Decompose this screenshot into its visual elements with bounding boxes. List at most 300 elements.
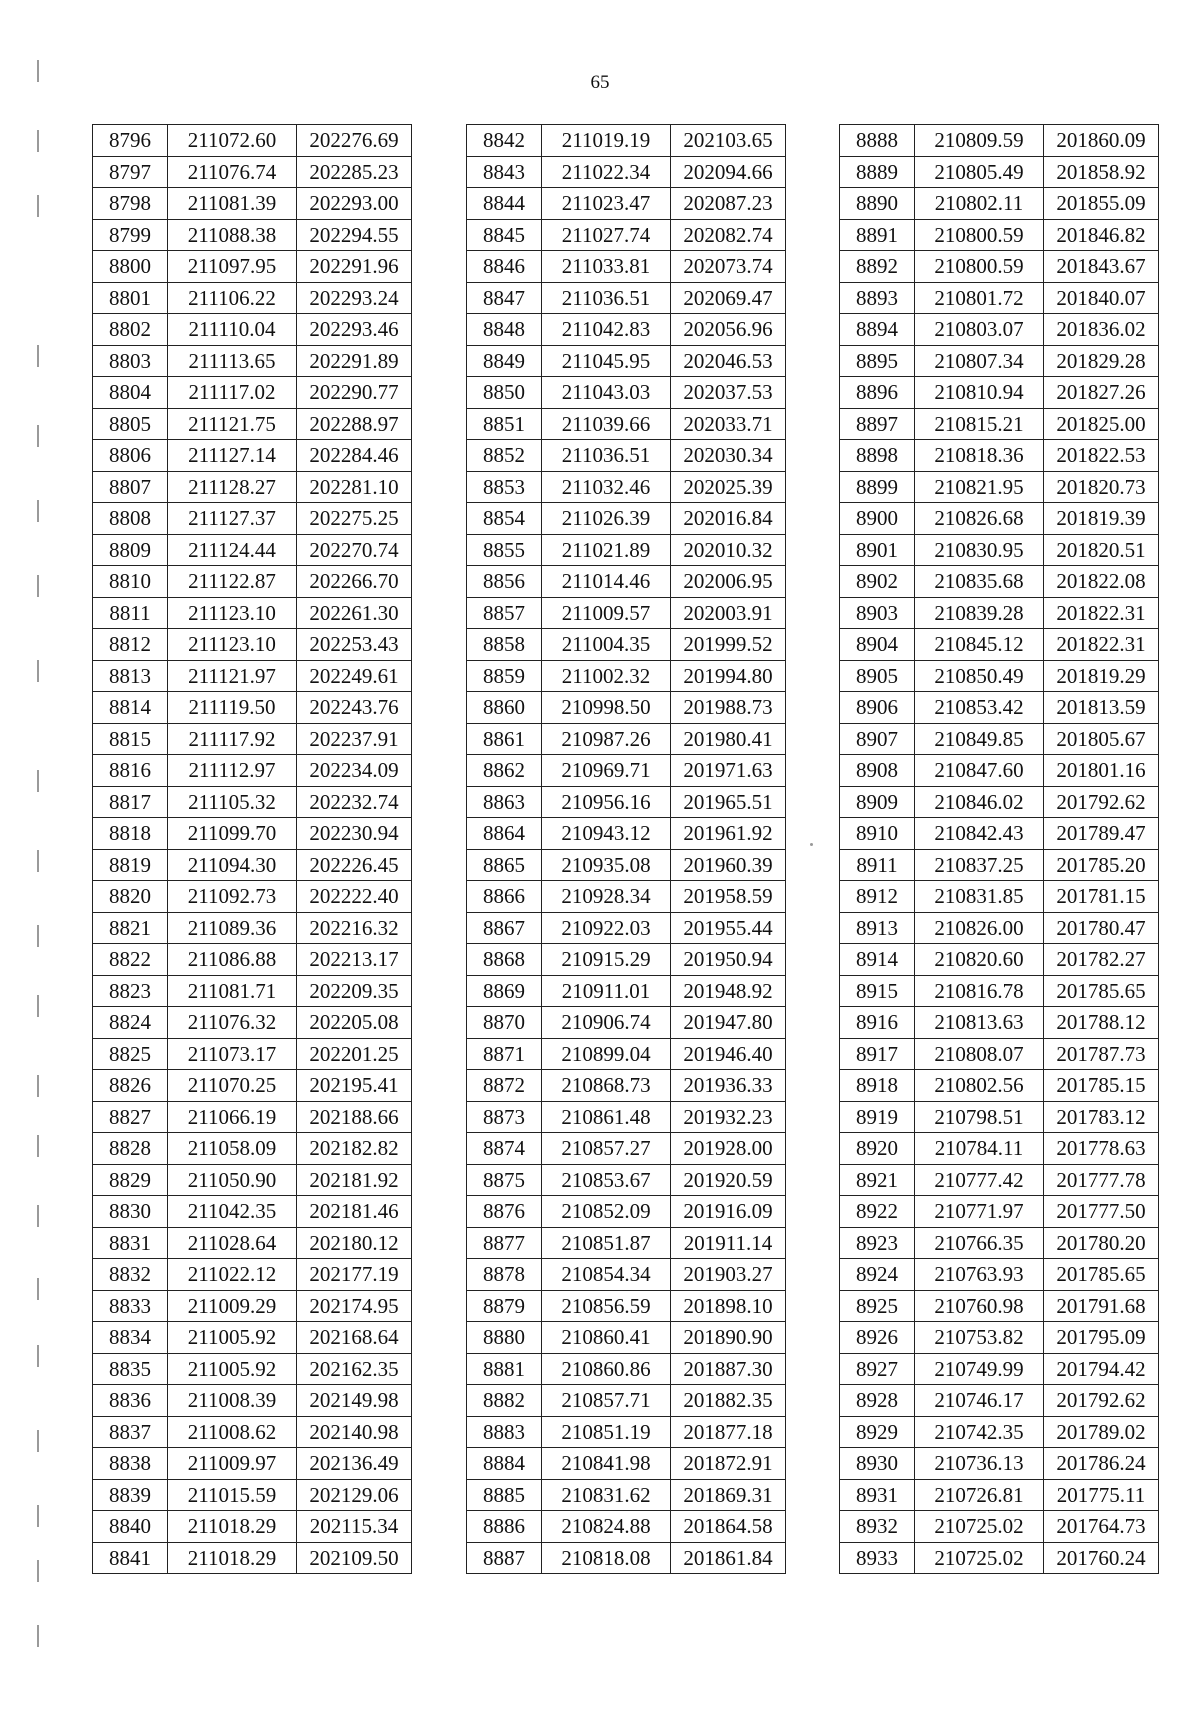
table-row xyxy=(93,755,412,787)
y-coordinate-cell: 202103.65 xyxy=(671,125,786,157)
y-coordinate-cell: 201777.78 xyxy=(1044,1164,1159,1196)
point-number-cell: 8824 xyxy=(93,1007,168,1039)
y-coordinate-cell: 202288.97 xyxy=(297,408,412,440)
y-coordinate-cell: 201932.23 xyxy=(671,1101,786,1133)
x-coordinate-cell: 211009.97 xyxy=(168,1448,297,1480)
table-row xyxy=(467,1038,786,1070)
y-coordinate-cell: 201783.12 xyxy=(1044,1101,1159,1133)
y-coordinate-cell: 202073.74 xyxy=(671,251,786,283)
point-number-cell: 8832 xyxy=(93,1259,168,1291)
point-number-cell: 8856 xyxy=(467,566,542,598)
x-coordinate-cell: 211022.34 xyxy=(542,156,671,188)
scan-margin-mark xyxy=(37,1345,39,1367)
y-coordinate-cell: 201858.92 xyxy=(1044,156,1159,188)
table-row xyxy=(840,408,1159,440)
point-number-cell: 8838 xyxy=(93,1448,168,1480)
point-number-cell: 8862 xyxy=(467,755,542,787)
table-row xyxy=(467,912,786,944)
table-row xyxy=(93,1164,412,1196)
point-number-cell: 8863 xyxy=(467,786,542,818)
point-number-cell: 8928 xyxy=(840,1385,915,1417)
table-row xyxy=(93,1227,412,1259)
table-row xyxy=(467,471,786,503)
table-row xyxy=(467,1227,786,1259)
table-row xyxy=(840,881,1159,913)
y-coordinate-cell: 201805.67 xyxy=(1044,723,1159,755)
y-coordinate-cell: 202140.98 xyxy=(297,1416,412,1448)
y-coordinate-cell: 201864.58 xyxy=(671,1511,786,1543)
table-row xyxy=(93,1101,412,1133)
y-coordinate-cell: 202284.46 xyxy=(297,440,412,472)
point-number-cell: 8796 xyxy=(93,125,168,157)
x-coordinate-cell: 210851.19 xyxy=(542,1416,671,1448)
y-coordinate-cell: 202177.19 xyxy=(297,1259,412,1291)
point-number-cell: 8799 xyxy=(93,219,168,251)
point-number-cell: 8918 xyxy=(840,1070,915,1102)
x-coordinate-cell: 211081.39 xyxy=(168,188,297,220)
x-coordinate-cell: 211070.25 xyxy=(168,1070,297,1102)
table-row xyxy=(840,471,1159,503)
coordinate-table-2 xyxy=(466,124,786,1574)
x-coordinate-cell: 211019.19 xyxy=(542,125,671,157)
table-row xyxy=(840,692,1159,724)
point-number-cell: 8898 xyxy=(840,440,915,472)
point-number-cell: 8920 xyxy=(840,1133,915,1165)
table-row xyxy=(93,125,412,157)
y-coordinate-cell: 201846.82 xyxy=(1044,219,1159,251)
x-coordinate-cell: 211127.37 xyxy=(168,503,297,535)
y-coordinate-cell: 202056.96 xyxy=(671,314,786,346)
x-coordinate-cell: 211022.12 xyxy=(168,1259,297,1291)
point-number-cell: 8819 xyxy=(93,849,168,881)
table-row xyxy=(93,156,412,188)
point-number-cell: 8831 xyxy=(93,1227,168,1259)
x-coordinate-cell: 210813.63 xyxy=(915,1007,1044,1039)
x-coordinate-cell: 211092.73 xyxy=(168,881,297,913)
table-row xyxy=(467,1164,786,1196)
y-coordinate-cell: 202290.77 xyxy=(297,377,412,409)
point-number-cell: 8865 xyxy=(467,849,542,881)
y-coordinate-cell: 201788.12 xyxy=(1044,1007,1159,1039)
point-number-cell: 8850 xyxy=(467,377,542,409)
x-coordinate-cell: 210760.98 xyxy=(915,1290,1044,1322)
table-row xyxy=(93,251,412,283)
point-number-cell: 8888 xyxy=(840,125,915,157)
point-number-cell: 8876 xyxy=(467,1196,542,1228)
x-coordinate-cell: 211128.27 xyxy=(168,471,297,503)
point-number-cell: 8919 xyxy=(840,1101,915,1133)
x-coordinate-cell: 211043.03 xyxy=(542,377,671,409)
x-coordinate-cell: 210815.21 xyxy=(915,408,1044,440)
x-coordinate-cell: 210845.12 xyxy=(915,629,1044,661)
point-number-cell: 8864 xyxy=(467,818,542,850)
point-number-cell: 8808 xyxy=(93,503,168,535)
x-coordinate-cell: 210807.34 xyxy=(915,345,1044,377)
x-coordinate-cell: 210856.59 xyxy=(542,1290,671,1322)
y-coordinate-cell: 201882.35 xyxy=(671,1385,786,1417)
x-coordinate-cell: 210802.56 xyxy=(915,1070,1044,1102)
y-coordinate-cell: 201890.90 xyxy=(671,1322,786,1354)
point-number-cell: 8854 xyxy=(467,503,542,535)
x-coordinate-cell: 210851.87 xyxy=(542,1227,671,1259)
y-coordinate-cell: 202293.24 xyxy=(297,282,412,314)
table-row xyxy=(467,408,786,440)
x-coordinate-cell: 210835.68 xyxy=(915,566,1044,598)
x-coordinate-cell: 210766.35 xyxy=(915,1227,1044,1259)
x-coordinate-cell: 211097.95 xyxy=(168,251,297,283)
point-number-cell: 8923 xyxy=(840,1227,915,1259)
x-coordinate-cell: 210861.48 xyxy=(542,1101,671,1133)
y-coordinate-cell: 202234.09 xyxy=(297,755,412,787)
x-coordinate-cell: 210831.62 xyxy=(542,1479,671,1511)
point-number-cell: 8893 xyxy=(840,282,915,314)
table-row xyxy=(93,1259,412,1291)
x-coordinate-cell: 210911.01 xyxy=(542,975,671,1007)
table-row xyxy=(467,944,786,976)
point-number-cell: 8845 xyxy=(467,219,542,251)
y-coordinate-cell: 201819.29 xyxy=(1044,660,1159,692)
scan-margin-mark xyxy=(37,995,39,1017)
table-row xyxy=(93,975,412,1007)
y-coordinate-cell: 201785.15 xyxy=(1044,1070,1159,1102)
x-coordinate-cell: 211005.92 xyxy=(168,1353,297,1385)
scan-margin-mark xyxy=(37,770,39,792)
point-number-cell: 8870 xyxy=(467,1007,542,1039)
y-coordinate-cell: 201822.08 xyxy=(1044,566,1159,598)
y-coordinate-cell: 201829.28 xyxy=(1044,345,1159,377)
point-number-cell: 8818 xyxy=(93,818,168,850)
y-coordinate-cell: 202261.30 xyxy=(297,597,412,629)
point-number-cell: 8925 xyxy=(840,1290,915,1322)
x-coordinate-cell: 211018.29 xyxy=(168,1511,297,1543)
scan-margin-mark xyxy=(37,575,39,597)
table-row xyxy=(840,1101,1159,1133)
point-number-cell: 8836 xyxy=(93,1385,168,1417)
point-number-cell: 8891 xyxy=(840,219,915,251)
point-number-cell: 8922 xyxy=(840,1196,915,1228)
table-row xyxy=(840,566,1159,598)
table-row xyxy=(467,1385,786,1417)
x-coordinate-cell: 211015.59 xyxy=(168,1479,297,1511)
point-number-cell: 8929 xyxy=(840,1416,915,1448)
table-row xyxy=(467,692,786,724)
y-coordinate-cell: 202181.92 xyxy=(297,1164,412,1196)
point-number-cell: 8829 xyxy=(93,1164,168,1196)
table-row xyxy=(93,1479,412,1511)
x-coordinate-cell: 211113.65 xyxy=(168,345,297,377)
x-coordinate-cell: 210798.51 xyxy=(915,1101,1044,1133)
table-row xyxy=(840,660,1159,692)
y-coordinate-cell: 201948.92 xyxy=(671,975,786,1007)
y-coordinate-cell: 201775.11 xyxy=(1044,1479,1159,1511)
table-row xyxy=(840,534,1159,566)
x-coordinate-cell: 210777.42 xyxy=(915,1164,1044,1196)
y-coordinate-cell: 201971.63 xyxy=(671,755,786,787)
y-coordinate-cell: 202188.66 xyxy=(297,1101,412,1133)
x-coordinate-cell: 210753.82 xyxy=(915,1322,1044,1354)
x-coordinate-cell: 211028.64 xyxy=(168,1227,297,1259)
y-coordinate-cell: 202016.84 xyxy=(671,503,786,535)
x-coordinate-cell: 211026.39 xyxy=(542,503,671,535)
x-coordinate-cell: 211099.70 xyxy=(168,818,297,850)
point-number-cell: 8810 xyxy=(93,566,168,598)
table-row xyxy=(93,1416,412,1448)
point-number-cell: 8846 xyxy=(467,251,542,283)
table-row xyxy=(467,534,786,566)
x-coordinate-cell: 210821.95 xyxy=(915,471,1044,503)
x-coordinate-cell: 210725.02 xyxy=(915,1542,1044,1574)
y-coordinate-cell: 202168.64 xyxy=(297,1322,412,1354)
point-number-cell: 8927 xyxy=(840,1353,915,1385)
x-coordinate-cell: 210826.00 xyxy=(915,912,1044,944)
x-coordinate-cell: 211106.22 xyxy=(168,282,297,314)
table-row xyxy=(467,597,786,629)
point-number-cell: 8873 xyxy=(467,1101,542,1133)
x-coordinate-cell: 211105.32 xyxy=(168,786,297,818)
y-coordinate-cell: 202253.43 xyxy=(297,629,412,661)
scan-margin-mark xyxy=(37,1625,39,1647)
x-coordinate-cell: 211117.02 xyxy=(168,377,297,409)
x-coordinate-cell: 211036.51 xyxy=(542,440,671,472)
scan-margin-mark xyxy=(37,1135,39,1157)
table-row xyxy=(467,125,786,157)
y-coordinate-cell: 202115.34 xyxy=(297,1511,412,1543)
table-row xyxy=(840,1133,1159,1165)
table-row xyxy=(93,188,412,220)
y-coordinate-cell: 201955.44 xyxy=(671,912,786,944)
table-row xyxy=(840,629,1159,661)
x-coordinate-cell: 211008.62 xyxy=(168,1416,297,1448)
y-coordinate-cell: 202046.53 xyxy=(671,345,786,377)
scan-margin-mark xyxy=(37,425,39,447)
table-row xyxy=(840,1322,1159,1354)
y-coordinate-cell: 202010.32 xyxy=(671,534,786,566)
y-coordinate-cell: 202222.40 xyxy=(297,881,412,913)
y-coordinate-cell: 201928.00 xyxy=(671,1133,786,1165)
point-number-cell: 8880 xyxy=(467,1322,542,1354)
point-number-cell: 8914 xyxy=(840,944,915,976)
point-number-cell: 8827 xyxy=(93,1101,168,1133)
point-number-cell: 8820 xyxy=(93,881,168,913)
x-coordinate-cell: 211122.87 xyxy=(168,566,297,598)
point-number-cell: 8848 xyxy=(467,314,542,346)
y-coordinate-cell: 201861.84 xyxy=(671,1542,786,1574)
y-coordinate-cell: 201903.27 xyxy=(671,1259,786,1291)
point-number-cell: 8902 xyxy=(840,566,915,598)
y-coordinate-cell: 202270.74 xyxy=(297,534,412,566)
table-row xyxy=(840,1070,1159,1102)
point-number-cell: 8910 xyxy=(840,818,915,850)
table-row xyxy=(93,1448,412,1480)
table-row xyxy=(93,1070,412,1102)
point-number-cell: 8813 xyxy=(93,660,168,692)
y-coordinate-cell: 202082.74 xyxy=(671,219,786,251)
y-coordinate-cell: 201781.15 xyxy=(1044,881,1159,913)
point-number-cell: 8930 xyxy=(840,1448,915,1480)
y-coordinate-cell: 201950.94 xyxy=(671,944,786,976)
point-number-cell: 8889 xyxy=(840,156,915,188)
table-row xyxy=(93,1290,412,1322)
x-coordinate-cell: 210803.07 xyxy=(915,314,1044,346)
x-coordinate-cell: 210830.95 xyxy=(915,534,1044,566)
y-coordinate-cell: 201825.00 xyxy=(1044,408,1159,440)
y-coordinate-cell: 202216.32 xyxy=(297,912,412,944)
point-number-cell: 8798 xyxy=(93,188,168,220)
y-coordinate-cell: 202003.91 xyxy=(671,597,786,629)
y-coordinate-cell: 202285.23 xyxy=(297,156,412,188)
point-number-cell: 8833 xyxy=(93,1290,168,1322)
point-number-cell: 8861 xyxy=(467,723,542,755)
x-coordinate-cell: 210808.07 xyxy=(915,1038,1044,1070)
point-number-cell: 8840 xyxy=(93,1511,168,1543)
x-coordinate-cell: 211058.09 xyxy=(168,1133,297,1165)
x-coordinate-cell: 210935.08 xyxy=(542,849,671,881)
x-coordinate-cell: 211117.92 xyxy=(168,723,297,755)
point-number-cell: 8913 xyxy=(840,912,915,944)
table-row xyxy=(467,1322,786,1354)
x-coordinate-cell: 210943.12 xyxy=(542,818,671,850)
table-row xyxy=(840,503,1159,535)
table-row xyxy=(93,786,412,818)
y-coordinate-cell: 201860.09 xyxy=(1044,125,1159,157)
table-row xyxy=(840,282,1159,314)
table-row xyxy=(840,597,1159,629)
x-coordinate-cell: 211121.97 xyxy=(168,660,297,692)
point-number-cell: 8933 xyxy=(840,1542,915,1574)
point-number-cell: 8901 xyxy=(840,534,915,566)
x-coordinate-cell: 210842.43 xyxy=(915,818,1044,850)
y-coordinate-cell: 202293.46 xyxy=(297,314,412,346)
x-coordinate-cell: 211066.19 xyxy=(168,1101,297,1133)
table-row xyxy=(840,1385,1159,1417)
x-coordinate-cell: 210725.02 xyxy=(915,1511,1044,1543)
y-coordinate-cell: 201777.50 xyxy=(1044,1196,1159,1228)
x-coordinate-cell: 211121.75 xyxy=(168,408,297,440)
x-coordinate-cell: 211014.46 xyxy=(542,566,671,598)
scan-margin-mark xyxy=(37,1205,39,1227)
table-row xyxy=(840,314,1159,346)
table-row xyxy=(467,629,786,661)
y-coordinate-cell: 202281.10 xyxy=(297,471,412,503)
x-coordinate-cell: 210820.60 xyxy=(915,944,1044,976)
table-row xyxy=(840,1542,1159,1574)
x-coordinate-cell: 211076.32 xyxy=(168,1007,297,1039)
y-coordinate-cell: 202069.47 xyxy=(671,282,786,314)
y-coordinate-cell: 201999.52 xyxy=(671,629,786,661)
point-number-cell: 8843 xyxy=(467,156,542,188)
y-coordinate-cell: 201785.65 xyxy=(1044,975,1159,1007)
x-coordinate-cell: 211004.35 xyxy=(542,629,671,661)
y-coordinate-cell: 201791.68 xyxy=(1044,1290,1159,1322)
table-row xyxy=(840,345,1159,377)
y-coordinate-cell: 201792.62 xyxy=(1044,1385,1159,1417)
table-row xyxy=(840,1353,1159,1385)
point-number-cell: 8805 xyxy=(93,408,168,440)
table-row xyxy=(467,1353,786,1385)
table-row xyxy=(467,1070,786,1102)
table-row xyxy=(840,125,1159,157)
y-coordinate-cell: 201960.39 xyxy=(671,849,786,881)
point-number-cell: 8887 xyxy=(467,1542,542,1574)
x-coordinate-cell: 211045.95 xyxy=(542,345,671,377)
table-row xyxy=(467,755,786,787)
table-row xyxy=(840,1416,1159,1448)
x-coordinate-cell: 210915.29 xyxy=(542,944,671,976)
table-row xyxy=(93,723,412,755)
scan-margin-mark xyxy=(37,1075,39,1097)
point-number-cell: 8926 xyxy=(840,1322,915,1354)
point-number-cell: 8801 xyxy=(93,282,168,314)
y-coordinate-cell: 201916.09 xyxy=(671,1196,786,1228)
table-row xyxy=(840,786,1159,818)
y-coordinate-cell: 202136.49 xyxy=(297,1448,412,1480)
y-coordinate-cell: 202030.34 xyxy=(671,440,786,472)
x-coordinate-cell: 210846.02 xyxy=(915,786,1044,818)
table-row xyxy=(467,1416,786,1448)
y-coordinate-cell: 201786.24 xyxy=(1044,1448,1159,1480)
x-coordinate-cell: 210928.34 xyxy=(542,881,671,913)
table-row xyxy=(93,912,412,944)
y-coordinate-cell: 201787.73 xyxy=(1044,1038,1159,1070)
point-number-cell: 8931 xyxy=(840,1479,915,1511)
x-coordinate-cell: 211081.71 xyxy=(168,975,297,1007)
table-row xyxy=(840,1479,1159,1511)
x-coordinate-cell: 211123.10 xyxy=(168,629,297,661)
y-coordinate-cell: 201760.24 xyxy=(1044,1542,1159,1574)
point-number-cell: 8909 xyxy=(840,786,915,818)
point-number-cell: 8908 xyxy=(840,755,915,787)
y-coordinate-cell: 201780.47 xyxy=(1044,912,1159,944)
point-number-cell: 8871 xyxy=(467,1038,542,1070)
point-number-cell: 8875 xyxy=(467,1164,542,1196)
x-coordinate-cell: 210809.59 xyxy=(915,125,1044,157)
table-row xyxy=(93,692,412,724)
table-row xyxy=(840,1259,1159,1291)
point-number-cell: 8844 xyxy=(467,188,542,220)
x-coordinate-cell: 211073.17 xyxy=(168,1038,297,1070)
table-row xyxy=(93,282,412,314)
table-row xyxy=(840,1038,1159,1070)
point-number-cell: 8906 xyxy=(840,692,915,724)
x-coordinate-cell: 210771.97 xyxy=(915,1196,1044,1228)
y-coordinate-cell: 202209.35 xyxy=(297,975,412,1007)
table-row xyxy=(467,1101,786,1133)
y-coordinate-cell: 201785.20 xyxy=(1044,849,1159,881)
point-number-cell: 8899 xyxy=(840,471,915,503)
y-coordinate-cell: 202087.23 xyxy=(671,188,786,220)
table-row xyxy=(93,377,412,409)
scan-margin-mark xyxy=(37,1278,39,1300)
table-row xyxy=(840,440,1159,472)
y-coordinate-cell: 202276.69 xyxy=(297,125,412,157)
point-number-cell: 8852 xyxy=(467,440,542,472)
y-coordinate-cell: 202249.61 xyxy=(297,660,412,692)
scan-speck xyxy=(810,843,813,846)
y-coordinate-cell: 201789.02 xyxy=(1044,1416,1159,1448)
x-coordinate-cell: 211018.29 xyxy=(168,1542,297,1574)
point-number-cell: 8851 xyxy=(467,408,542,440)
point-number-cell: 8814 xyxy=(93,692,168,724)
table-row xyxy=(467,1007,786,1039)
point-number-cell: 8828 xyxy=(93,1133,168,1165)
scan-margin-mark xyxy=(37,500,39,522)
y-coordinate-cell: 201836.02 xyxy=(1044,314,1159,346)
y-coordinate-cell: 201813.59 xyxy=(1044,692,1159,724)
point-number-cell: 8878 xyxy=(467,1259,542,1291)
y-coordinate-cell: 202180.12 xyxy=(297,1227,412,1259)
point-number-cell: 8815 xyxy=(93,723,168,755)
x-coordinate-cell: 211009.29 xyxy=(168,1290,297,1322)
